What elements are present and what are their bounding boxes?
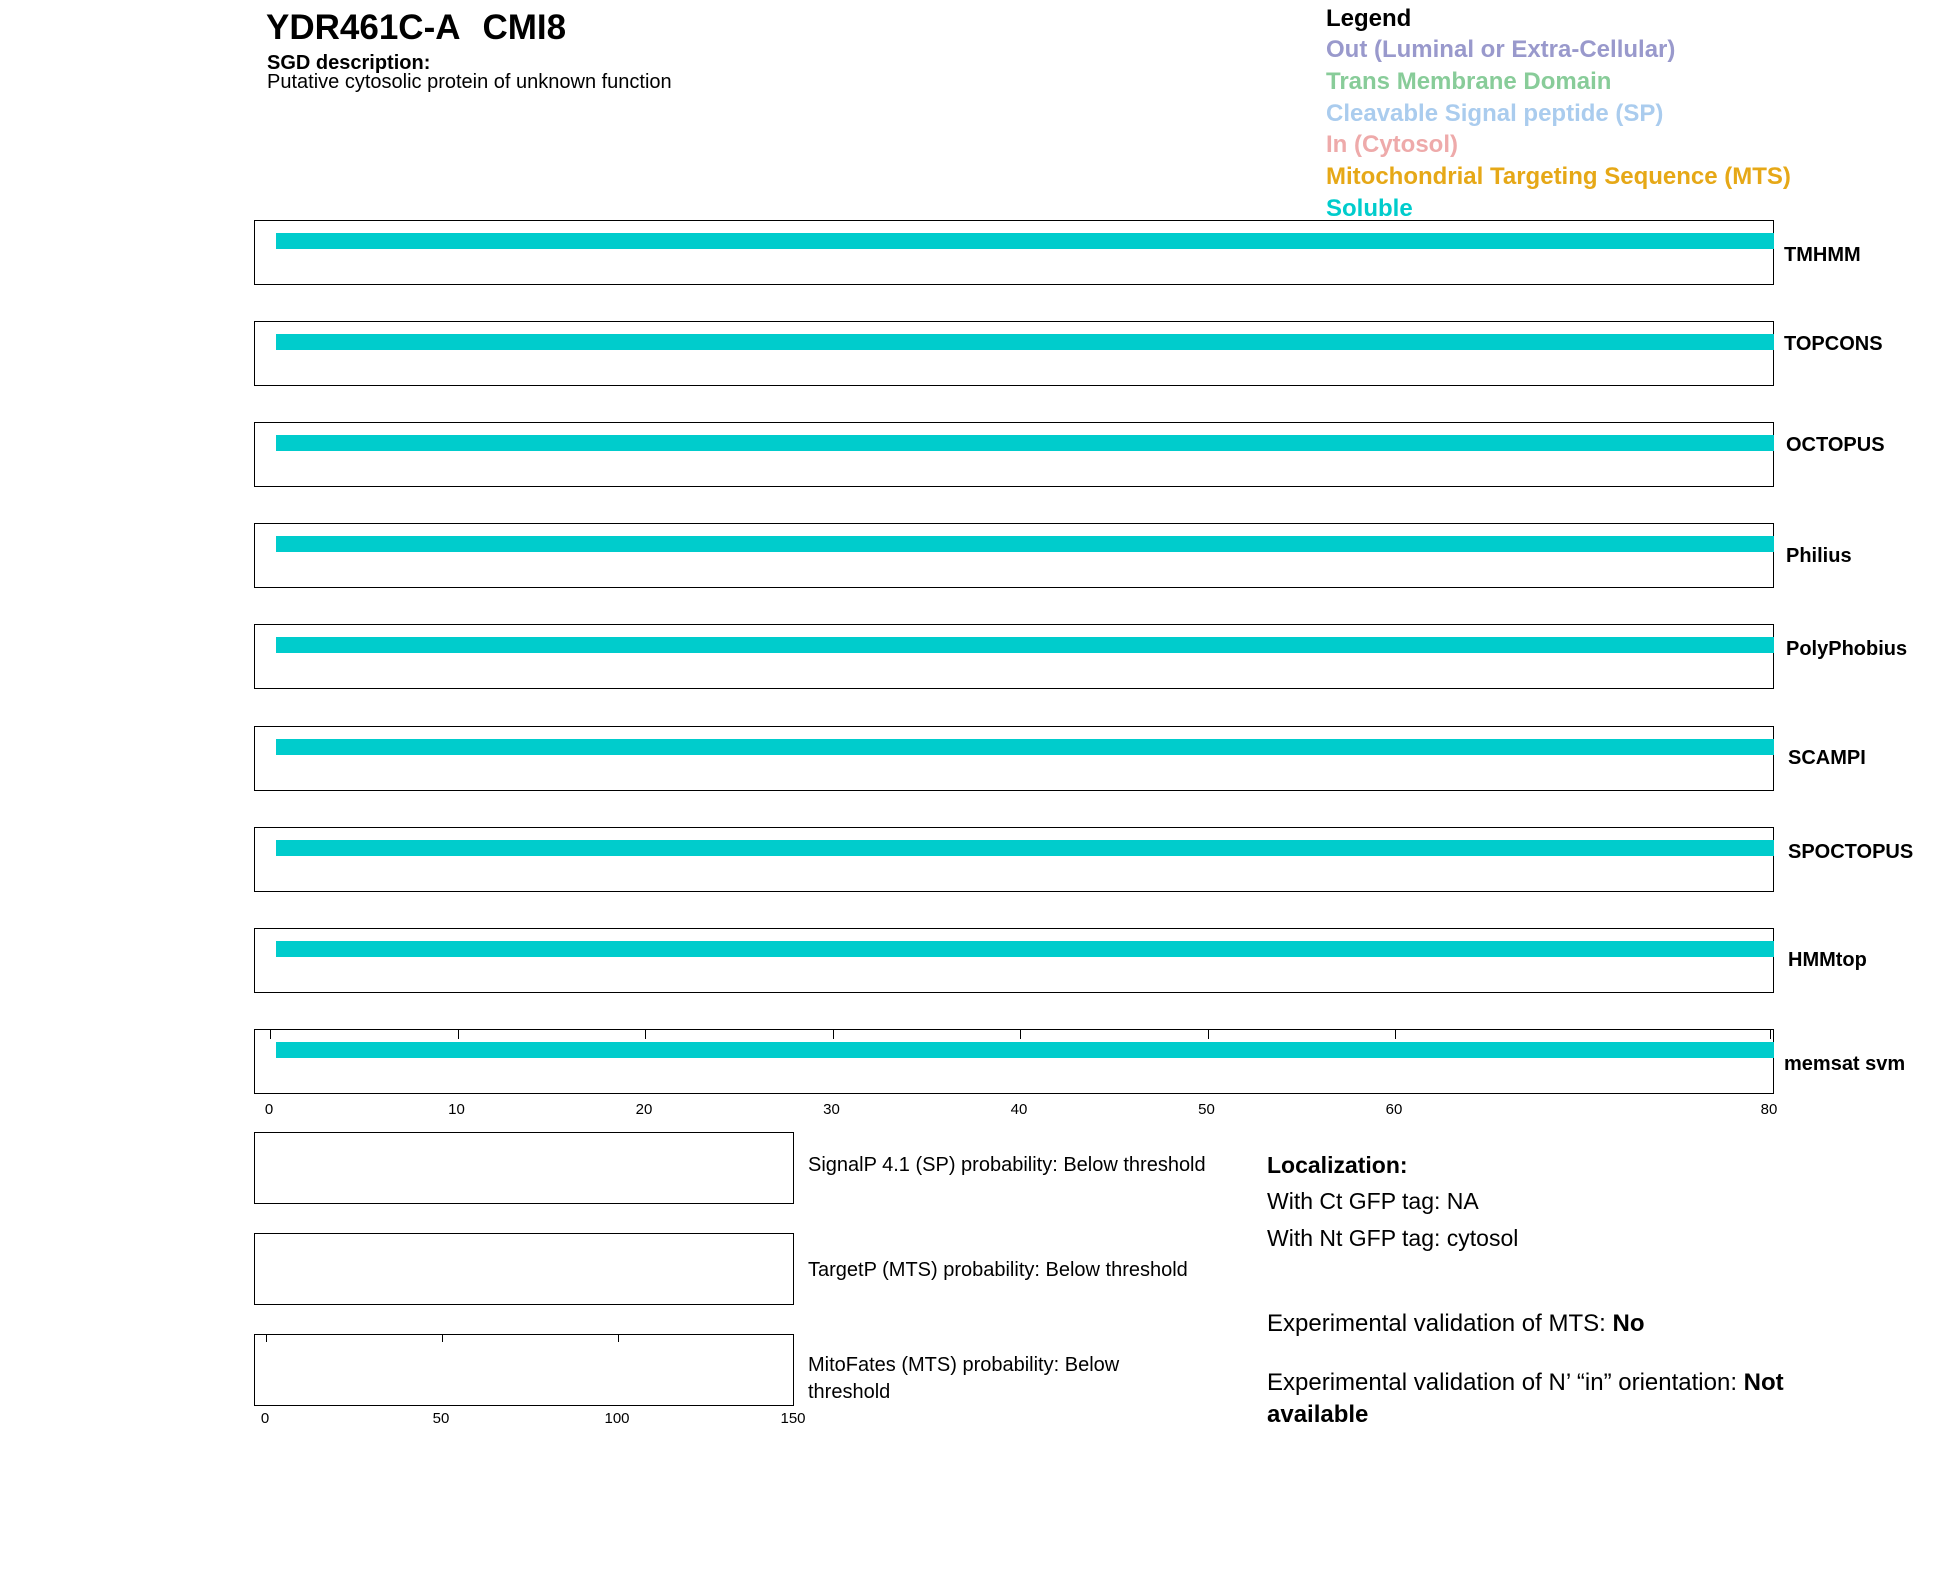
track-axis-tick-mark <box>1395 1030 1396 1039</box>
probability-axis-tick-mark <box>266 1335 267 1342</box>
gene-name: CMI8 <box>482 8 567 47</box>
track-tmhmm <box>254 220 1774 285</box>
track-label: PolyPhobius <box>1786 638 1908 660</box>
probability-axis-tick-label: 50 <box>432 1410 450 1427</box>
track-axis-tick-mark <box>1770 1030 1771 1039</box>
track-octopus <box>254 422 1774 487</box>
targetp-probability-box <box>254 1233 794 1305</box>
localization-ct-gfp: With Ct GFP tag: NA <box>1267 1188 1479 1214</box>
experimental-mts-validation <box>1267 1308 1887 1340</box>
track-topcons <box>254 321 1774 386</box>
track-axis-tick-label: 80 <box>1760 1101 1778 1118</box>
track-label: TMHMM <box>1784 244 1861 266</box>
experimental-orientation-validation <box>1267 1367 1887 1431</box>
track-label: SPOCTOPUS <box>1788 841 1914 863</box>
signalp-probability-text: SignalP 4.1 (SP) probability: Below threshold <box>808 1154 1206 1176</box>
track-axis-tick-label: 40 <box>1010 1101 1028 1118</box>
track-axis-tick-mark <box>833 1030 834 1039</box>
track-axis-tick-label: 50 <box>1198 1101 1215 1118</box>
track-label: OCTOPUS <box>1786 434 1885 456</box>
segment-soluble <box>276 739 1774 755</box>
track-memsat-svm <box>254 1029 1774 1094</box>
track-label: Philius <box>1786 545 1852 567</box>
mitofates-probability-box <box>254 1334 794 1406</box>
probability-axis-tick-mark <box>618 1335 619 1342</box>
track-axis-tick-label: 10 <box>448 1101 465 1118</box>
signalp-probability-box <box>254 1132 794 1204</box>
track-axis-tick-mark <box>1208 1030 1209 1039</box>
segment-soluble <box>276 637 1774 653</box>
probability-axis-tick-label: 0 <box>260 1410 270 1427</box>
sgd-description-label: SGD description: <box>267 52 431 74</box>
track-axis-tick-label: 20 <box>635 1101 653 1118</box>
segment-soluble <box>276 334 1774 350</box>
track-axis-tick-label: 0 <box>264 1101 274 1118</box>
segment-soluble <box>276 941 1774 957</box>
gene-title <box>266 8 566 48</box>
track-label: TOPCONS <box>1784 333 1883 355</box>
sgd-description-text: Putative cytosolic protein of unknown function <box>267 71 672 93</box>
segment-soluble <box>276 536 1774 552</box>
experimental-mts-label: Experimental validation of MTS: <box>1267 1310 1613 1337</box>
probability-axis-tick-label: 100 <box>604 1410 630 1427</box>
track-scampi <box>254 726 1774 791</box>
legend-item-in-cytosol: In (Cytosol) <box>1326 131 1458 158</box>
track-polyphobius <box>254 624 1774 689</box>
track-label: SCAMPI <box>1788 747 1866 769</box>
probability-axis-tick-label: 150 <box>780 1410 806 1427</box>
mitofates-probability-text: MitoFates (MTS) probability: Below threshold <box>808 1354 1120 1403</box>
experimental-mts-value: No <box>1612 1310 1645 1337</box>
localization-nt-gfp: With Nt GFP tag: cytosol <box>1267 1225 1519 1251</box>
track-spoctopus <box>254 827 1774 892</box>
legend-item-signal-peptide: Cleavable Signal peptide (SP) <box>1326 100 1664 127</box>
track-axis-tick-mark <box>458 1030 459 1039</box>
segment-soluble <box>276 1042 1774 1058</box>
track-axis-tick-label: 30 <box>823 1101 840 1118</box>
gene-id: YDR461C-A <box>266 8 461 47</box>
track-axis-tick-mark <box>1020 1030 1021 1039</box>
track-label: memsat svm <box>1784 1053 1906 1075</box>
track-axis-tick-mark <box>270 1030 271 1039</box>
segment-soluble <box>276 435 1774 451</box>
legend-item-out: Out (Luminal or Extra-Cellular) <box>1326 36 1676 63</box>
track-axis-tick-mark <box>645 1030 646 1039</box>
legend-title: Legend <box>1326 5 1412 32</box>
legend-item-soluble: Soluble <box>1326 195 1413 222</box>
experimental-orientation-value: Not available <box>1267 1369 1784 1428</box>
localization-title: Localization: <box>1267 1152 1408 1178</box>
targetp-probability-text: TargetP (MTS) probability: Below threshold <box>808 1259 1188 1281</box>
track-label: HMMtop <box>1788 949 1867 971</box>
track-axis-tick-label: 60 <box>1385 1101 1403 1118</box>
track-hmmtop <box>254 928 1774 993</box>
track-philius <box>254 523 1774 588</box>
experimental-orientation-label: Experimental validation of N’ “in” orientation: <box>1267 1369 1744 1396</box>
probability-axis-tick-mark <box>442 1335 443 1342</box>
legend-item-mts: Mitochondrial Targeting Sequence (MTS) <box>1326 163 1791 190</box>
segment-soluble <box>276 840 1774 856</box>
legend-item-tm-domain: Trans Membrane Domain <box>1326 68 1612 95</box>
segment-soluble <box>276 233 1774 249</box>
